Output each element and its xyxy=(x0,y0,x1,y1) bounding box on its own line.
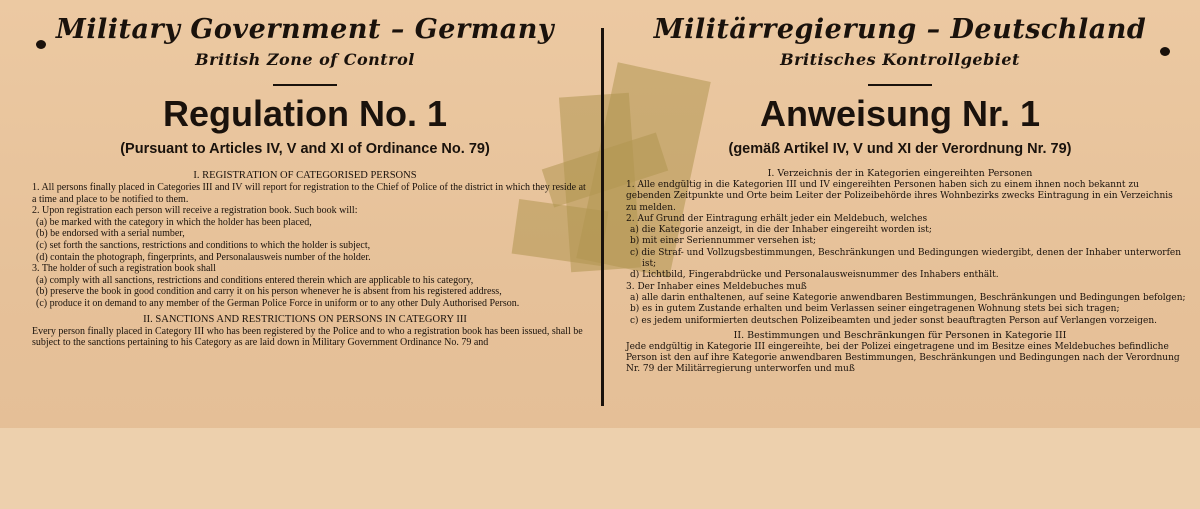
english-para2-item: (d) contain the photograph, fingerprints, and Personalausweis number of the holder. xyxy=(36,251,371,263)
english-pursuant: (Pursuant to Articles IV, V and XI of Ordinance No. 79) xyxy=(120,141,490,157)
german-para3-item: c) es jedem uniformierten deutschen Polizeibeamten und jeder sonst beauftragten Person auf Verlangen vorzeigen. xyxy=(630,315,1157,326)
german-section2-title: II. Bestimmungen und Beschränkungen für Personen in Kategorie III xyxy=(733,329,1067,341)
german-section1-title: I. Verzeichnis der in Kategorien eingereihten Personen xyxy=(767,168,1033,179)
german-pursuant: (gemäß Artikel IV, V und XI der Verordnung Nr. 79) xyxy=(728,141,1072,157)
german-para3: 3. Der Inhaber eines Meldebuches muß xyxy=(626,281,807,292)
german-para2-item: c) die Straf- und Vollzugsbestimmungen, Beschränkungen und Bedingungen wiedergibt, denen der Inhaber unterworfen ist; xyxy=(630,247,1182,270)
german-para1: 1. Alle endgültig in die Kategorien III und IV eingereihten Personen haben sich zu einem ihnen noch bekannt zu gebenden Zeitpunkte und Orte beim Leiter der Polizeibehörde ihres Wohnbezirks zwecks Eintragung in ein Verzeichnis zu melden. xyxy=(626,180,1173,213)
english-heading: Military Government – Germany xyxy=(55,14,555,45)
english-title: Regulation No. 1 xyxy=(162,93,447,134)
german-column xyxy=(614,14,1186,376)
english-para1: 1. All persons finally placed in Categories III and IV will report for registration to the Chief of Police of the district in which they reside at a time and place to be notified to them. xyxy=(32,182,586,205)
english-section1-title: I. REGISTRATION OF CATEGORISED PERSONS xyxy=(193,170,417,181)
english-para2: 2. Upon registration each person will receive a registration book. Such book will: xyxy=(32,205,358,217)
german-para3-item: a) alle darin enthaltenen, auf seine Kategorie anwendbaren Bestimmungen, Beschränkungen und Bedingungen befolgen; xyxy=(630,292,1186,303)
blank-bottom-margin xyxy=(0,428,1200,509)
german-subheading: Britisches Kontrollgebiet xyxy=(780,50,1020,69)
english-section2-text: Every person finally placed in Category III who has been registered by the Police and to who a registration book has been issued, shall be subject to the sanctions pertaining to his Category as are laid down in Military Government Ordinance No. 79 and xyxy=(32,325,583,349)
english-para3-item: (c) produce it on demand to any member of the German Police Force in uniform or to any other Duly Authorised Person. xyxy=(36,297,520,309)
german-section2-text: Jede endgültig in Kategorie III eingereihte, bei der Polizei eingetragene und im Besitze eines Meldebuches befindliche Person ist den auf ihre Kategorie anwendbaren Bestimmungen, Beschränkungen und Bedingungen nach der Verordnung Nr. 79 der Militärregierung unterworfen und muß xyxy=(626,341,1180,375)
german-heading: Militärregierung – Deutschland xyxy=(653,14,1147,45)
german-title: Anweisung Nr. 1 xyxy=(759,93,1041,134)
german-para2-item: d) Lichtbild, Fingerabdrücke und Personalausweisnummer des Inhabers enthält. xyxy=(630,270,999,281)
german-para2-item: b) mit einer Seriennummer versehen ist; xyxy=(630,236,817,247)
german-para2: 2. Auf Grund der Eintragung erhält jeder ein Meldebuch, welches xyxy=(626,213,928,224)
english-subheading: British Zone of Control xyxy=(195,50,415,69)
heading-rule xyxy=(273,84,337,86)
heading-rule xyxy=(868,84,932,86)
german-para3-item: b) es in gutem Zustande erhalten und beim Verlassen seiner eingetragenen Wohnung stets bei sich tragen; xyxy=(630,304,1120,315)
english-para3: 3. The holder of such a registration book shall xyxy=(32,263,216,275)
english-para3-item: (a) comply with all sanctions, restrictions and conditions entered therein which are applicable to his category, xyxy=(36,274,474,286)
english-column xyxy=(20,14,590,349)
english-para2-item: (c) set forth the sanctions, restrictions and conditions to which the holder is subject, xyxy=(36,239,371,251)
english-para3-item: (b) preserve the book in good condition and carry it on his person whenever he is absent from his registered address, xyxy=(36,286,502,298)
english-para2-item: (b) be endorsed with a serial number, xyxy=(36,228,185,240)
english-section2-title: II. SANCTIONS AND RESTRICTIONS ON PERSONS IN CATEGORY III xyxy=(143,313,467,325)
german-para2-item: a) die Kategorie anzeigt, in die der Inhaber eingereiht worden ist; xyxy=(630,225,932,236)
column-divider xyxy=(601,28,604,406)
english-para2-item: (a) be marked with the category in which the holder has been placed, xyxy=(36,216,312,228)
